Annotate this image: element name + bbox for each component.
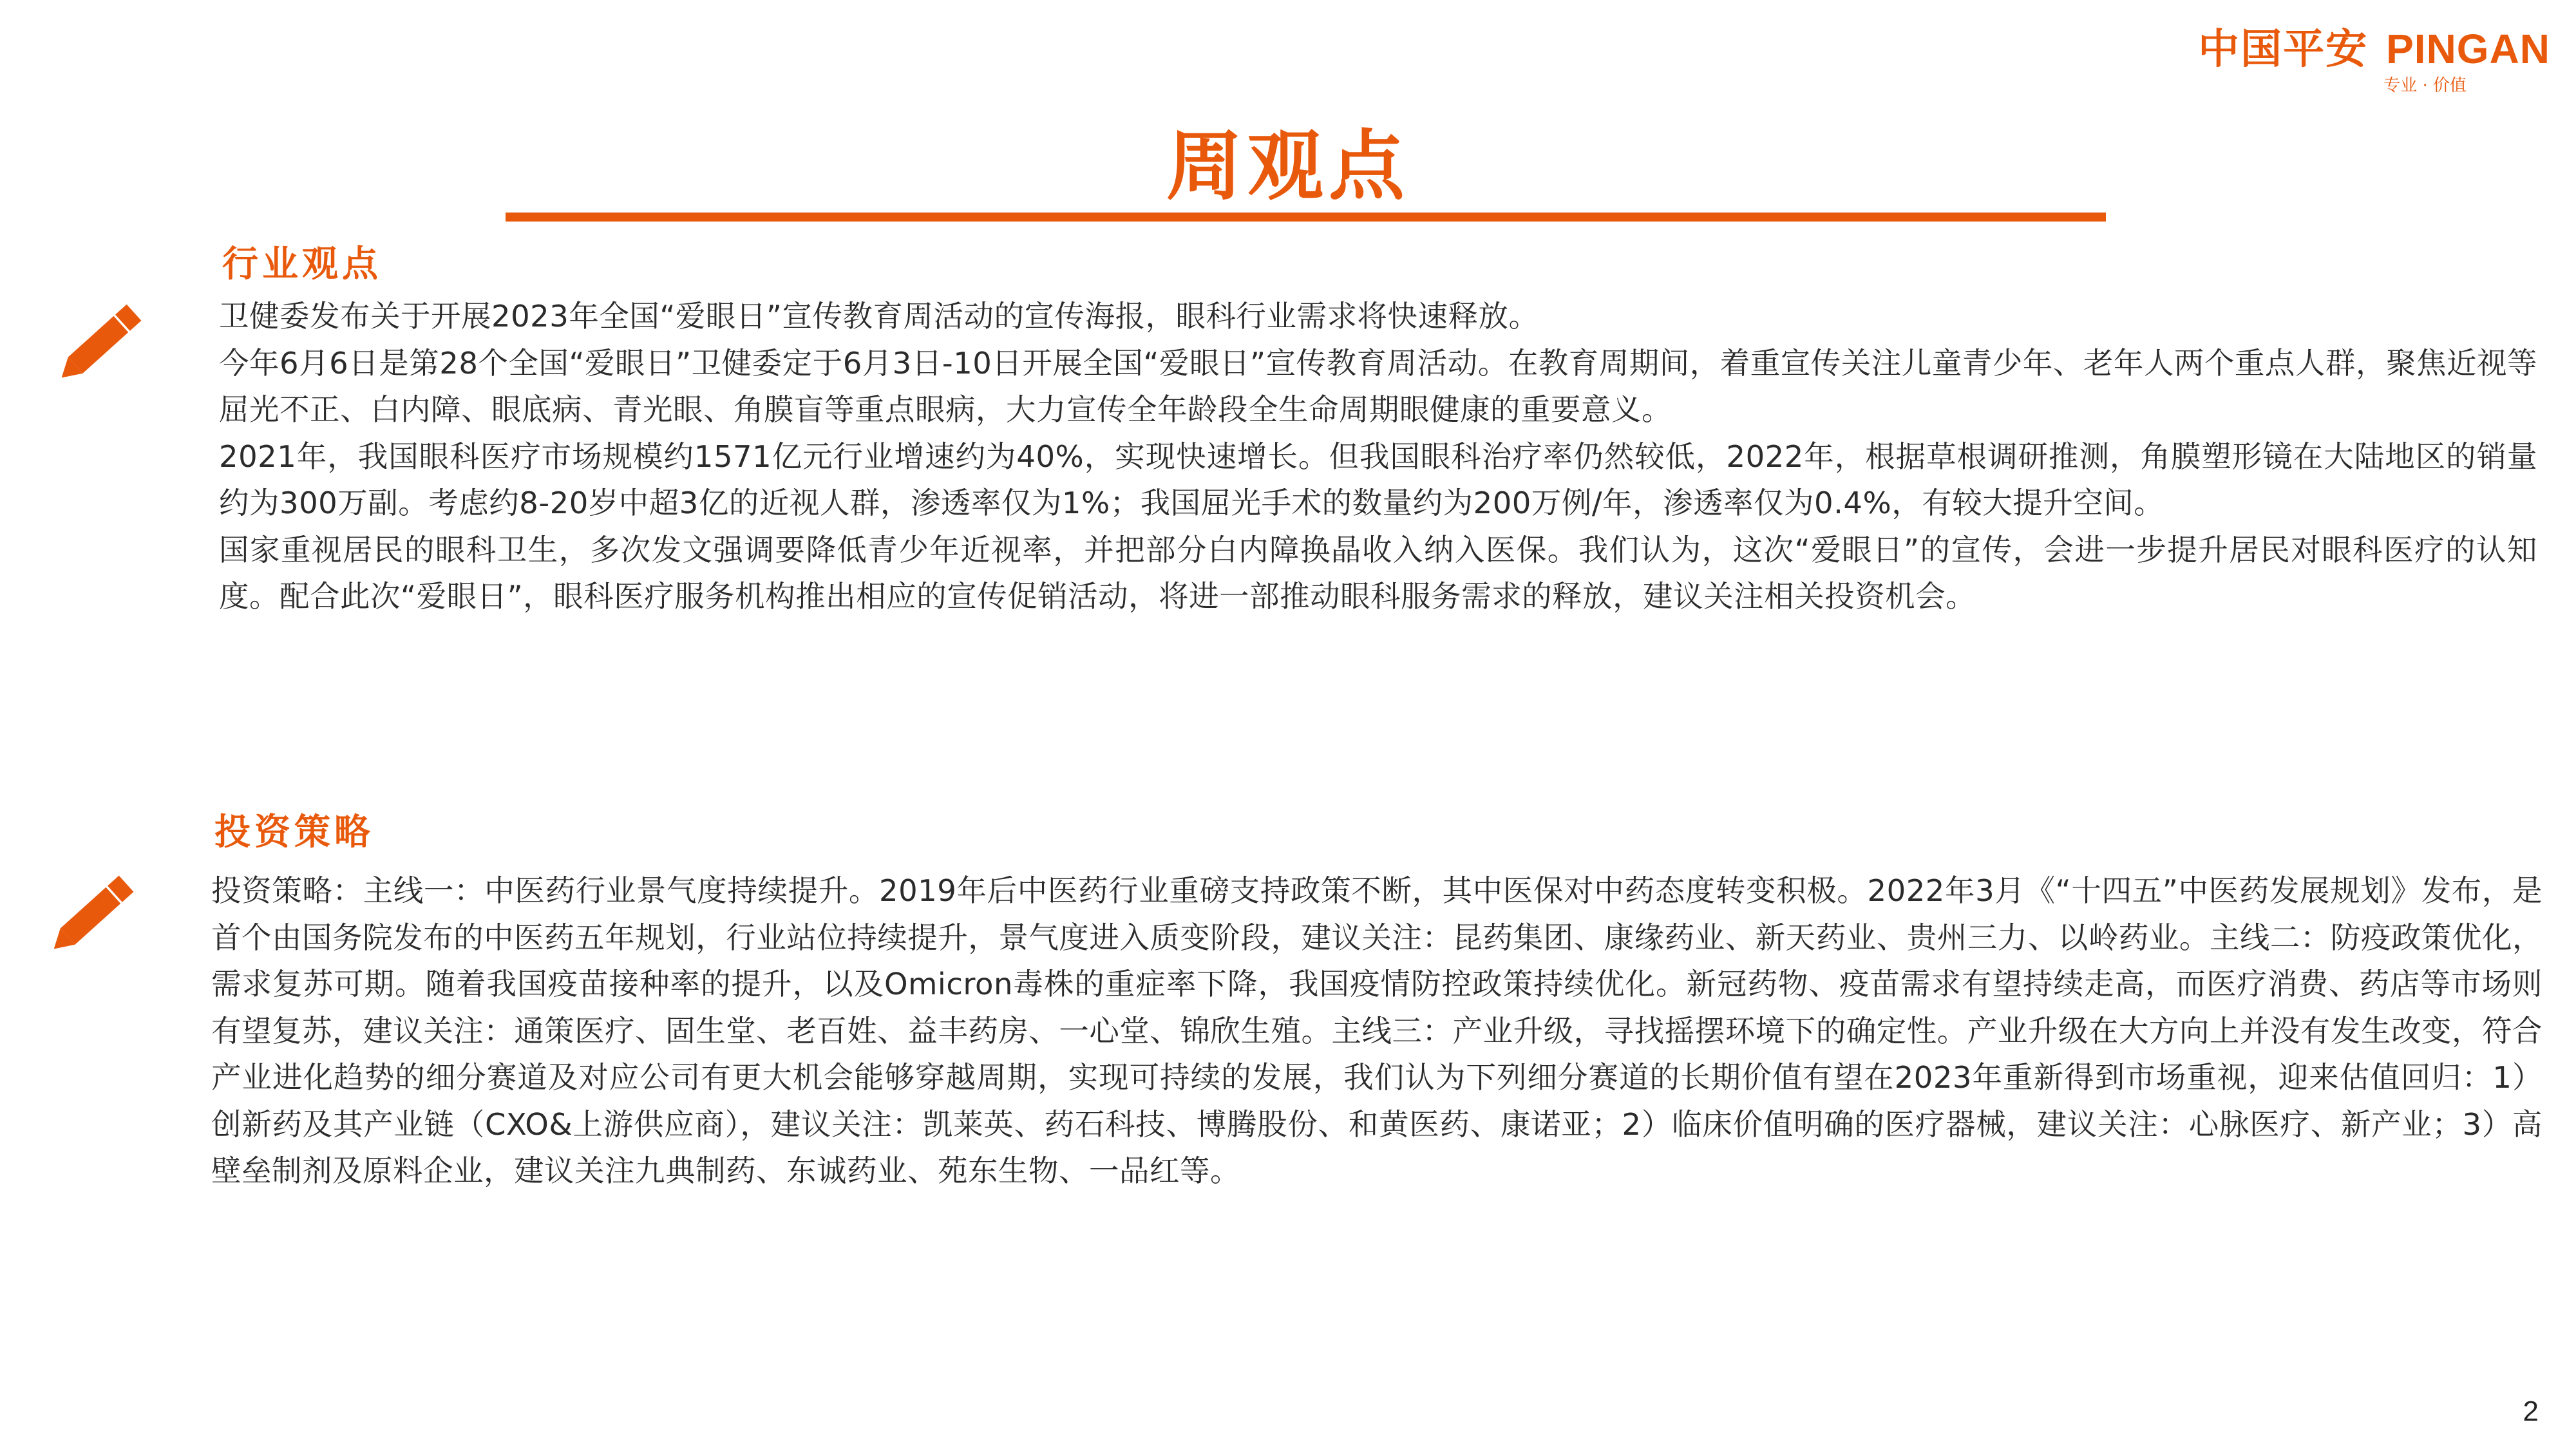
logo-tagline: 专业 · 价值 [2383, 76, 2467, 95]
pingan-logo [2151, 26, 2550, 99]
industry-view-body [219, 293, 2537, 620]
section-heading-investment-strategy: 投资策略 [214, 811, 374, 853]
paragraph: 国家重视居民的眼科卫生，多次发文强调要降低青少年近视率，并把部分白内障换晶收入纳入医保。我们认为，这次“爱眼日”的宣传，会进一步提升居民对眼科医疗的认知度。配合此次“爱眼日”，眼科医疗服务机构推出相应的宣传促销活动，将进一部推动眼科服务需求的释放，建议关注相关投资机会。 [219, 532, 2537, 614]
title-underline [506, 213, 2106, 222]
section-heading-industry-view: 行业观点 [222, 243, 382, 285]
pencil-icon [45, 289, 155, 398]
paragraph: 2021年，我国眼科医疗市场规模约1571亿元行业增速约为40%，实现快速增长。但我国眼科治疗率仍然较低，2022年，根据草根调研推测，角膜塑形镜在大陆地区的销量约为300万副。考虑约8-20岁中超3亿的近视人群，渗透率仅为1%；我国屈光手术的数量约为200万例/年，渗透率仅为0.4%，有较大提升空间。 [219, 439, 2537, 520]
page-title: 周观点 [1166, 122, 1410, 211]
logo-wordmark [2151, 26, 2550, 73]
logo-name-en: PINGAN [2386, 26, 2550, 72]
paragraph: 投资策略：主线一：中医药行业景气度持续提升。2019年后中医药行业重磅支持政策不断，其中医保对中药态度转变积极。2022年3月《“十四五”中医药发展规划》发布，是首个由国务院发布的中医药五年规划，行业站位持续提升，景气度进入质变阶段，建议关注：昆药集团、康缘药业、新天药业、贵州三力、以岭药业。主线二：防疫政策优化，需求复苏可期。随着我国疫苗接种率的提升，以及Omicron毒株的重症率下降，我国疫情防控政策持续优化。新冠药物、疫苗需求有望持续走高，而医疗消费、药店等市场则有望复苏，建议关注：通策医疗、固生堂、老百姓、益丰药房、一心堂、锦欣生殖。主线三：产业升级，寻找摇摆环境下的确定性。产业升级在大方向上并没有发生改变，符合产业进化趋势的细分赛道及对应公司有更大机会能够穿越周期，实现可持续的发展，我们认为下列细分赛道的长期价值有望在2023年重新得到市场重视，迎来估值回归：1）创新药及其产业链（CXO&上游供应商），建议关注：凯莱英、药石科技、博腾股份、和黄医药、康诺亚；2）临床价值明确的医疗器械，建议关注：心脉医疗、新产业；3）高壁垒制剂及原料企业，建议关注九典制药、东诚药业、苑东生物、一品红等。 [211, 873, 2543, 1188]
paragraph: 卫健委发布关于开展2023年全国“爱眼日”宣传教育周活动的宣传海报，眼科行业需求将快速释放。 [219, 299, 1539, 334]
page-number: 2 [2523, 1396, 2539, 1427]
logo-name-cn: 中国平安 [2198, 26, 2369, 73]
paragraph: 今年6月6日是第28个全国“爱眼日”卫健委定于6月3日-10日开展全国“爱眼日”宣传教育周活动。在教育周期间，着重宣传关注儿童青少年、老年人两个重点人群，聚焦近视等屈光不正、白内障、眼底病、青光眼、角膜盲等重点眼病，大力宣传全年龄段全生命周期眼健康的重要意义。 [219, 345, 2537, 427]
pencil-icon [37, 860, 147, 969]
investment-strategy-body [211, 867, 2543, 1195]
